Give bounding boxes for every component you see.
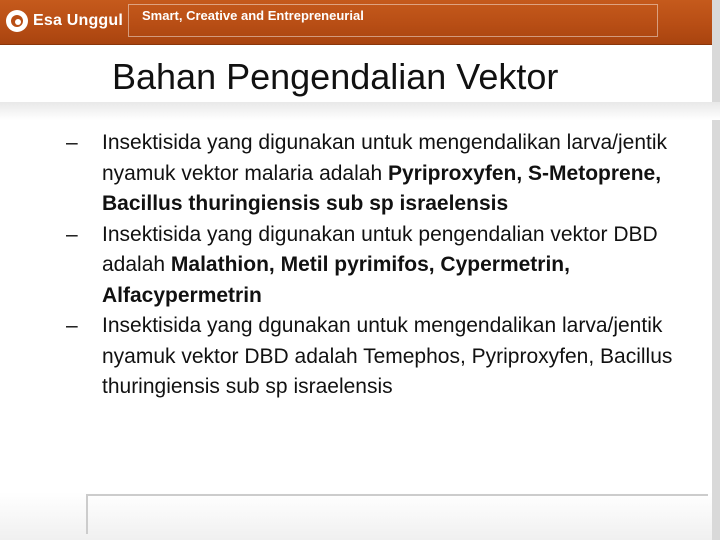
bullet-bold-text: Pyriproxyfen, S-Metoprene, Bacillus thuringiensis sub sp israelensis xyxy=(102,161,662,215)
right-edge-strip xyxy=(712,0,720,540)
dash-marker: – xyxy=(66,222,78,246)
bullet-text: Insektisida yang digunakan untuk mengendalikan larva/jentik nyamuk vektor malaria adalah xyxy=(102,131,668,185)
logo xyxy=(6,6,124,36)
bottom-frame xyxy=(86,494,708,534)
bullet-item xyxy=(66,311,686,403)
logo-icon xyxy=(6,10,28,32)
bullet-bold-text: Malathion, Metil pyrimifos, Cypermetrin, Alfacypermetrin xyxy=(102,253,570,307)
dash-marker: – xyxy=(66,131,78,154)
tagline: Smart, Creative and Entrepreneurial xyxy=(142,8,364,23)
header-bar xyxy=(0,0,720,45)
dash-marker: – xyxy=(66,314,78,337)
bullet-text: Insektisida yang dgunakan untuk mengendalikan larva/jentik nyamuk vektor DBD adalah Temephos, Pyriproxyfen, Bacillus thuringiensis sub sp israelensis xyxy=(102,314,673,398)
bullet-item xyxy=(66,128,686,220)
logo-text: Esa Unggul xyxy=(33,12,124,29)
bullet-text: Insektisida yang digunakan untuk pengendalian vektor DBD adalah xyxy=(102,222,658,276)
title-shadow xyxy=(0,102,720,120)
slide-title: Bahan Pengendalian Vektor xyxy=(112,56,559,97)
bullet-item xyxy=(66,220,686,312)
bullet-list xyxy=(66,128,686,403)
